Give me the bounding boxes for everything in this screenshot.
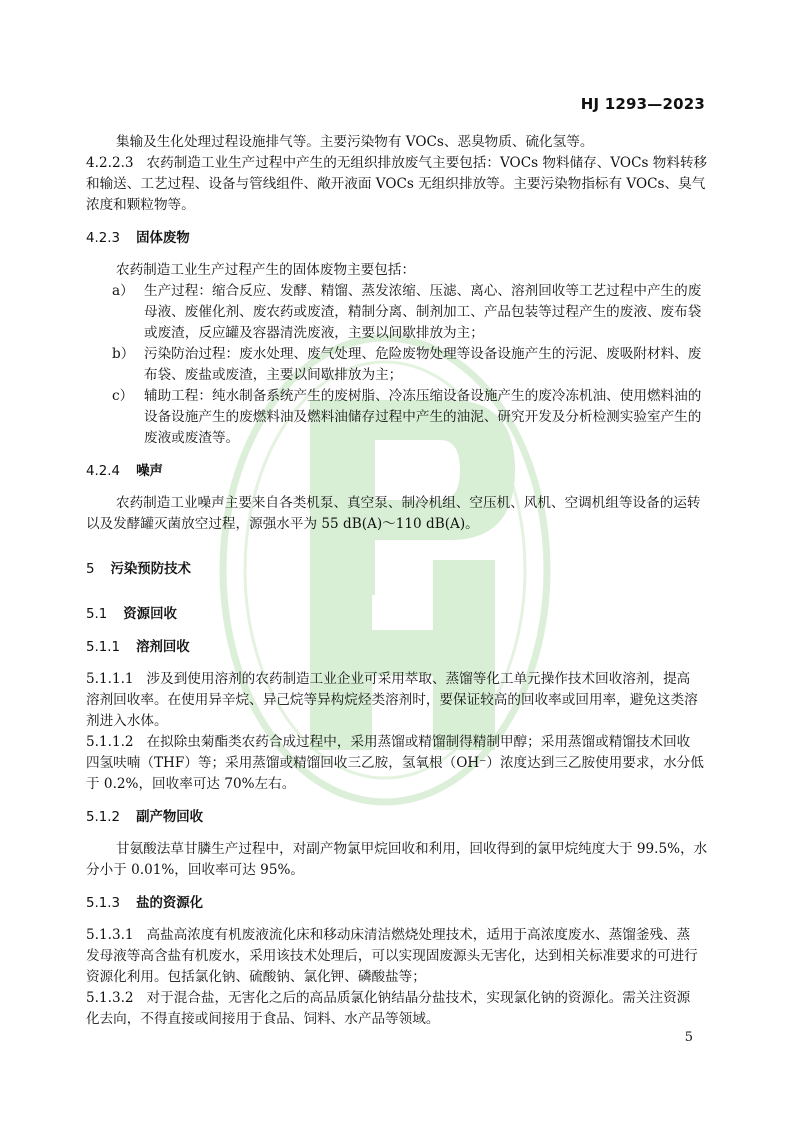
paragraph-line: 溶剂回收率。在使用异辛烷、异己烷等异构烷烃类溶剂时，要保证较高的回收率或回用率，避免这类溶 — [86, 692, 698, 708]
standard-code: HJ 1293—2023 — [580, 95, 705, 113]
paragraph-line: 集输及生化处理过程设施排气等。主要污染物有 VOCs、恶臭物质、硫化氢等。 — [116, 134, 594, 150]
paragraph-line: 资源化利用。包括氯化钠、硫酸钠、氯化钾、磷酸盐等； — [86, 969, 426, 985]
heading-5-1-1: 5.1.1 溶剂回收 — [86, 640, 190, 655]
paragraph-line: 于 0.2%，回收率可达 70%左右。 — [86, 776, 296, 792]
paragraph-line: 四氢呋喃（THF）等；采用蒸馏或精馏回收三乙胺，氢氧根（OH⁻）浓度达到三乙胺使用要求，水分低 — [86, 755, 704, 771]
list-item-b: b） 污染防治过程：废水处理、废气处理、危险废物处理等设备设施产生的污泥、废吸附材料、废 — [112, 346, 702, 362]
clause-4-2-2-3 — [86, 153, 708, 174]
list-item-line: 布袋、废盐或废渣，主要以间歇排放为主； — [144, 367, 403, 383]
clause-text: 农药制造工业生产过程中产生的无组织排放废气主要包括：VOCs 物料储存、VOCs 物料转移 — [146, 155, 708, 171]
list-item-line: 设备设施产生的废燃料油及燃料油储存过程中产生的油泥、研究开发及分析检测实验室产生的 — [144, 409, 702, 425]
heading-4-2-3: 4.2.3 固体废物 — [86, 231, 190, 246]
paragraph-line: 剂进入水体。 — [86, 713, 168, 729]
clause-5-1-1-1: 5.1.1.1 涉及到使用溶剂的农药制造工业企业可采用萃取、蒸馏等化工单元操作技术回收溶剂，提高 — [86, 671, 691, 687]
heading-5-1-2: 5.1.2 副产物回收 — [86, 810, 204, 825]
list-item-line: 或废渣，反应罐及容器清洗废液，主要以间歇排放为主； — [144, 325, 484, 341]
heading-4-2-4: 4.2.4 噪声 — [86, 464, 163, 479]
paragraph-line: 发母液等高含盐有机废水，采用该技术处理后，可以实现固废源头无害化，达到相关标准要求的可进行 — [86, 948, 698, 964]
list-item-line: 母液、废催化剂、废农药或废渣，精制分离、制剂加工、产品包装等过程产生的废液、废布袋 — [144, 304, 702, 320]
paragraph-line: 和输送、工艺过程、设备与管线组件、敞开液面 VOCs 无组织排放等。主要污染物指标有 VOCs、臭气 — [86, 176, 706, 192]
page-content — [86, 132, 708, 1030]
clause-5-1-3-1: 5.1.3.1 高盐高浓度有机废液流化床和移动床清洁燃烧处理技术，适用于高浓度废水、蒸馏釜残、蒸 — [86, 927, 691, 943]
list-item-a: a） 生产过程：缩合反应、发酵、精馏、蒸发浓缩、压滤、离心、溶剂回收等工艺过程中产生的废 — [112, 283, 702, 299]
paragraph-line: 农药制造工业生产过程产生的固体废物主要包括： — [116, 262, 416, 278]
paragraph-line: 农药制造工业噪声主要来自各类机泵、真空泵、制冷机组、空压机、风机、空调机组等设备的运转 — [116, 495, 701, 511]
list-item-c: c） 辅助工程：纯水制备系统产生的废树脂、冷冻压缩设备设施产生的废冷冻机油、使用燃料油的 — [112, 388, 702, 404]
heading-5-1-3: 5.1.3 盐的资源化 — [86, 896, 204, 911]
heading-5: 5 污染预防技术 — [86, 562, 191, 577]
clause-5-1-1-2: 5.1.1.2 在拟除虫菊酯类农药合成过程中，采用蒸馏或精馏制得精制甲醇；采用蒸馏或精馏技术回收 — [86, 734, 691, 750]
paragraph-line: 分小于 0.01%，回收率可达 95%。 — [86, 862, 304, 878]
clause-5-1-3-2: 5.1.3.2 对于混合盐，无害化之后的高品质氯化钠结晶分盐技术，实现氯化钠的资源化。需关注资源 — [86, 990, 691, 1006]
paragraph-line: 浓度和颗粒物等。 — [86, 197, 195, 213]
paragraph-line: 化去向，不得直接或间接用于食品、饲料、水产品等领域。 — [86, 1011, 440, 1027]
page-number: 5 — [684, 1030, 693, 1045]
paragraph-line: 以及发酵罐灭菌放空过程，源强水平为 55 dB(A)～110 dB(A)。 — [86, 516, 479, 532]
paragraph-line: 甘氨酸法草甘膦生产过程中，对副产物氯甲烷回收和利用，回收得到的氯甲烷纯度大于 99.5%，水 — [116, 841, 708, 857]
clause-number: 4.2.2.3 — [86, 155, 134, 171]
heading-5-1: 5.1 资源回收 — [86, 607, 177, 622]
list-item-line: 废液或废渣等。 — [144, 430, 240, 446]
